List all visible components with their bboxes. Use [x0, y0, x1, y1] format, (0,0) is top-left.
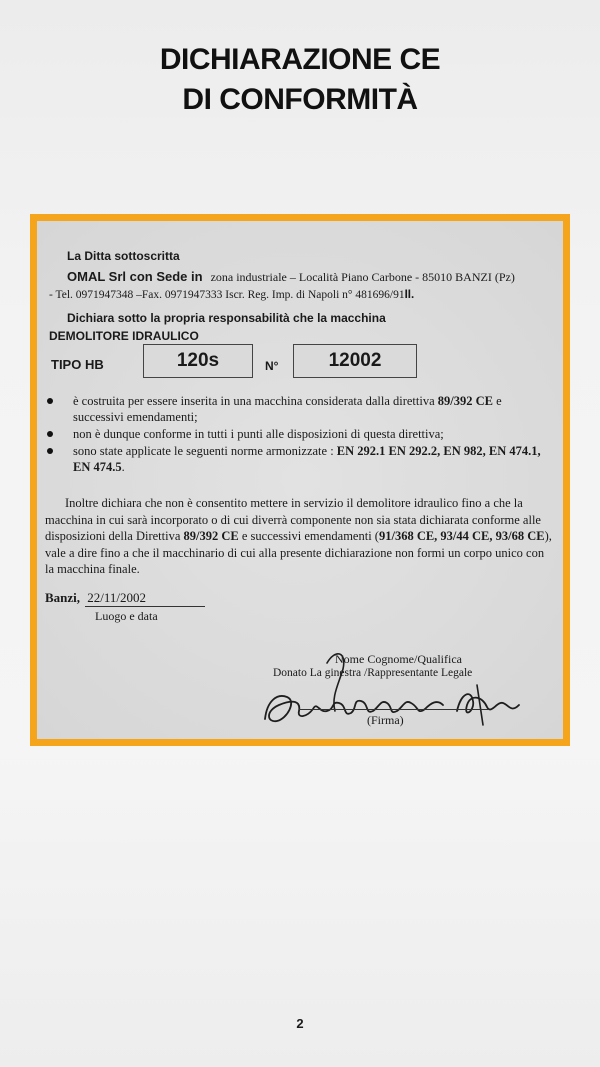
signature-label: (Firma) — [367, 713, 404, 727]
company-address: zona industriale – Località Piano Carbone - 85010 BANZI (Pz) — [210, 270, 515, 284]
conditions-list — [45, 393, 545, 476]
company-line — [67, 268, 515, 286]
bullet-dot — [47, 448, 53, 454]
list-item: sono state applicate le seguenti norme armonizzate : EN 292.1 EN 292.2, EN 982, EN 474.1, EN 474.5. — [45, 443, 545, 475]
machine-name: DEMOLITORE IDRAULICO — [49, 329, 199, 343]
date-underline — [85, 606, 205, 607]
declaration-frame — [30, 214, 570, 746]
signature-stroke — [477, 685, 483, 725]
title-line-1: DICHIARAZIONE CE — [159, 43, 441, 76]
date: 22/11/2002 — [87, 590, 147, 605]
bullet-dot — [47, 398, 53, 404]
list-item: non è dunque conforme in tutti i punti alle disposizioni di questa direttiva; — [45, 426, 545, 442]
company-name: OMAL Srl con Sede in — [67, 269, 203, 284]
number-label: N° — [265, 359, 279, 373]
company-contacts-line — [49, 289, 414, 301]
name-role-label: Nome Cognome/Qualifica — [335, 652, 462, 666]
company-contacts: - Tel. 0971947348 –Fax. 0971947333 Iscr. Reg. Imp. di Napoli n° 481696/91 — [49, 289, 405, 301]
page-number: 2 — [296, 1016, 304, 1031]
bullet-dot — [47, 431, 53, 437]
additional-declaration: Inoltre dichiara che non è consentito mettere in servizio il demolitore idraulico fino a che la macchina in cui sarà incorporato o di cui diverrà componente non sia stata dichiarata conforme alle disposizioni della Direttiva 89/392 CE e successivi emendamenti (91/368 CE, 93/44 CE, 93/68 CE), vale a dire fino a che il macchinario di cui alla presente dichiarazione non formi un corpo unico con la macchina finale. — [45, 496, 552, 577]
signature-line — [299, 709, 489, 710]
declaration-panel — [37, 221, 563, 739]
place: Banzi, — [45, 590, 81, 605]
list-item: è costruita per essere inserita in una macchina considerata dalla direttiva 89/392 CE e successivi emendamenti; — [45, 393, 545, 425]
declaration-statement: Dichiara sotto la propria responsabilità che la macchina — [67, 311, 386, 325]
place-date-label: Luogo e data — [95, 609, 158, 623]
type-field: 120s — [143, 344, 253, 378]
signer-name: Donato La ginestra /Rappresentante Legale — [273, 667, 473, 679]
title-line-2: DI CONFORMITÀ — [182, 83, 418, 116]
type-label: TIPO HB — [51, 357, 104, 372]
document-title — [0, 40, 600, 120]
company-intro: La Ditta sottoscritta — [67, 249, 180, 263]
place-date — [45, 590, 146, 606]
number-field: 12002 — [293, 344, 417, 378]
company-contacts-suffix: II. — [404, 289, 415, 301]
